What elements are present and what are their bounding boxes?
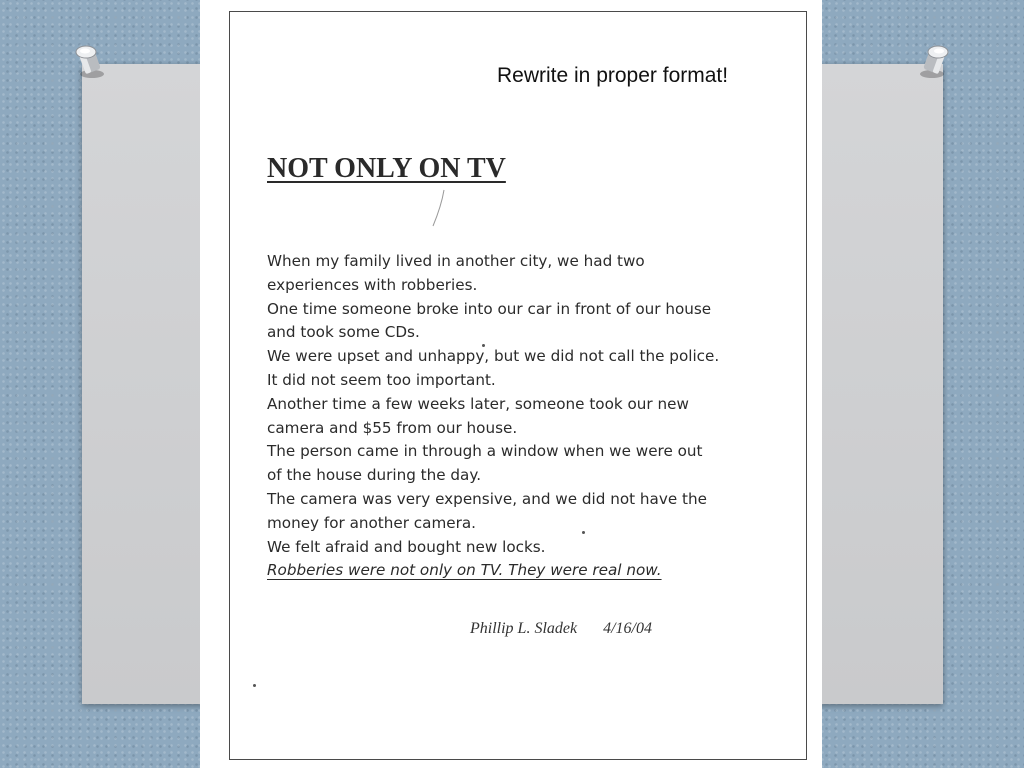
essay-line: and took some CDs.: [267, 323, 420, 342]
essay-line: money for another camera.: [267, 513, 476, 532]
essay-line: We were upset and unhappy, but we did not call the police.: [267, 347, 720, 366]
push-pin-icon: [914, 42, 954, 82]
essay-closing-line: Robberies were not only on TV. They were real now.: [267, 561, 662, 580]
essay-line: camera and $55 from our house.: [267, 418, 518, 437]
essay-line: of the house during the day.: [267, 466, 482, 485]
essay-line: The camera was very expensive, and we did not have the: [267, 489, 707, 508]
push-pin-icon: [70, 42, 110, 82]
pen-scratch-mark: [430, 188, 450, 228]
author-signature: [470, 620, 652, 638]
essay-line: When my family lived in another city, we had two: [267, 252, 645, 270]
scan-speck: [482, 344, 485, 347]
slide-instruction: Rewrite in proper format!: [497, 64, 729, 87]
essay-line: The person came in through a window when we were out: [267, 442, 703, 461]
author-name: Phillip L. Sladek: [470, 620, 578, 637]
essay-line: Another time a few weeks later, someone took our new: [267, 394, 689, 413]
essay-line: We felt afraid and bought new locks.: [267, 537, 546, 556]
essay-title: NOT ONLY ON TV: [267, 153, 506, 184]
essay-line: It did not seem too important.: [267, 370, 496, 389]
scan-speck: [582, 531, 585, 534]
signature-date: 4/16/04: [603, 620, 652, 637]
essay-line: One time someone broke into our car in front of our house: [267, 299, 712, 318]
essay-body: [267, 250, 757, 583]
document-sheet: [200, 0, 822, 768]
scan-speck: [253, 684, 256, 687]
essay-line: experiences with robberies.: [267, 275, 478, 294]
